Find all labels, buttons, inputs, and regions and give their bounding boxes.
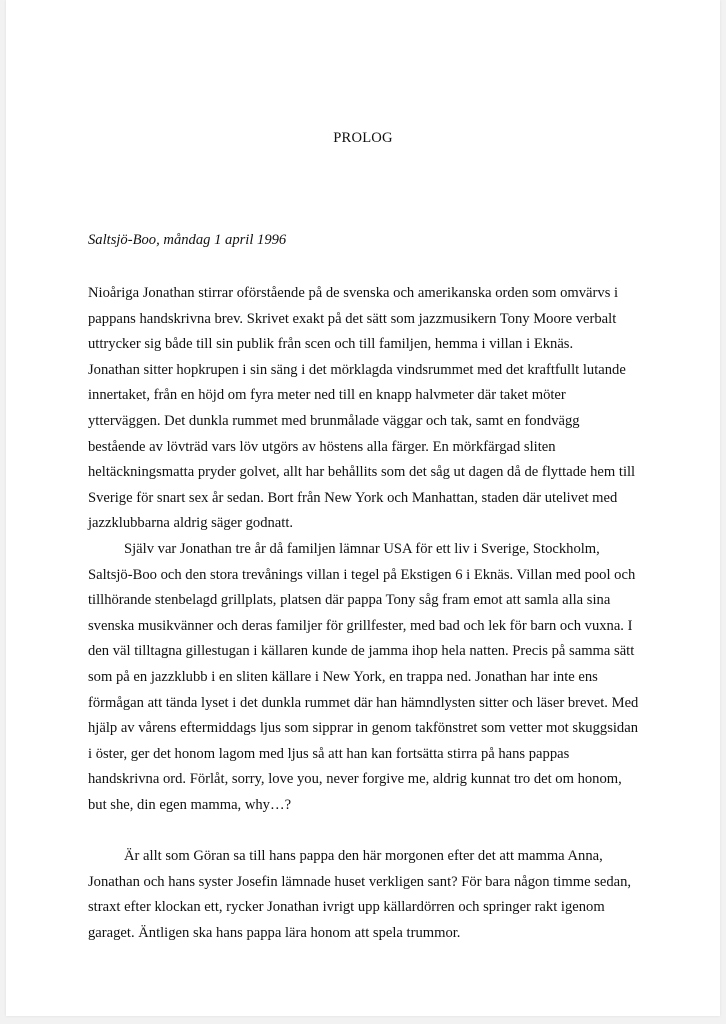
paragraph: [88, 844, 648, 946]
body-text: [88, 281, 648, 946]
text-line: straxt efter klockan ett, rycker Jonathan ivrigt upp källardörren och springer rakt igenom: [88, 899, 605, 916]
text-line: but she, din egen mamma, why…?: [88, 796, 292, 813]
text-line: Jonathan sitter hopkrupen i sin säng i det mörklagda vindsrummet med det kraftfullt lutande: [88, 361, 626, 378]
text-line: Sverige för snart sex år sedan. Bort från New York och Manhattan, staden där utelivet med: [88, 489, 618, 506]
text-line: heltäckningsmatta pryder golvet, allt har behållits som det såg ut dagen då de flyttade hem till: [88, 464, 636, 481]
page-title: PROLOG: [333, 130, 393, 146]
text-line: svenska musikvänner och deras familjer för grillfester, med bad och lek för barn och vuxna. I: [88, 617, 633, 634]
text-line: jazzklubbarna aldrig säger godnatt.: [88, 515, 294, 532]
text-line: uttrycker sig både till sin publik från scen och till familjen, hemma i villan i Eknäs.: [88, 336, 574, 353]
text-line: Själv var Jonathan tre år då familjen lämnar USA för ett liv i Sverige, Stockholm,: [124, 540, 600, 557]
text-line: ytterväggen. Det dunkla rummet med brunmålade väggar och tak, samt en fondvägg: [88, 412, 580, 429]
text-line: Nioåriga Jonathan stirrar oförstående på de svenska och amerikanska orden som omvärvs i: [88, 285, 619, 301]
document-page: [6, 0, 720, 1016]
text-line: garaget. Äntligen ska hans pappa lära honom att spela trummor.: [88, 924, 461, 941]
text-line: Jonathan och hans syster Josefin lämnade huset verkligen sant? För bara någon timme sedan,: [88, 873, 632, 890]
text-line: som på en jazzklubb i en sliten källare i New York, en trappa ned. Jonathan har inte ens: [88, 668, 598, 685]
paragraph: [88, 537, 648, 819]
text-line: tillhörande stenbelagd grillplats, platsen där pappa Tony såg fram emot att samla alla sina: [88, 592, 611, 609]
text-line: hjälp av vårens eftermiddags ljus som sipprar in genom takfönstret som vetter mot skuggsidan: [88, 720, 638, 737]
text-line: bestående av lövträd vars löv utgörs av höstens alla färger. En mörkfärgad sliten: [88, 438, 556, 455]
paragraph: [88, 281, 648, 537]
dateline: Saltsjö-Boo, måndag 1 april 1996: [88, 232, 287, 248]
paragraph-gap: [88, 818, 648, 844]
text-line: pappans handskrivna brev. Skrivet exakt på det sätt som jazzmusikern Tony Moore verbalt: [88, 310, 617, 327]
text-line: handskrivna ord. Förlåt, sorry, love you, never forgive me, aldrig kunnat tro det om honom,: [88, 771, 622, 788]
text-line: Är allt som Göran sa till hans pappa den här morgonen efter det att mamma Anna,: [124, 848, 603, 865]
text-line: i öster, ger det honom lagom med ljus så att han kan fortsätta stirra på hans pappas: [88, 745, 570, 762]
text-line: den väl tilltagna gillestugan i källaren kunde de jamma ihop hela natten. Precis på samma sätt: [88, 643, 635, 660]
text-line: Saltsjö-Boo och den stora trevånings villan i tegel på Ekstigen 6 i Eknäs. Villan med pool och: [88, 566, 636, 583]
text-line: förmågan att tända lyset i det dunkla rummet där han hämndlysten sitter och läser brevet. Med: [88, 694, 639, 711]
text-line: innertaket, från en höjd om fyra meter ned till en knapp halvmeter där taket möter: [88, 387, 566, 404]
